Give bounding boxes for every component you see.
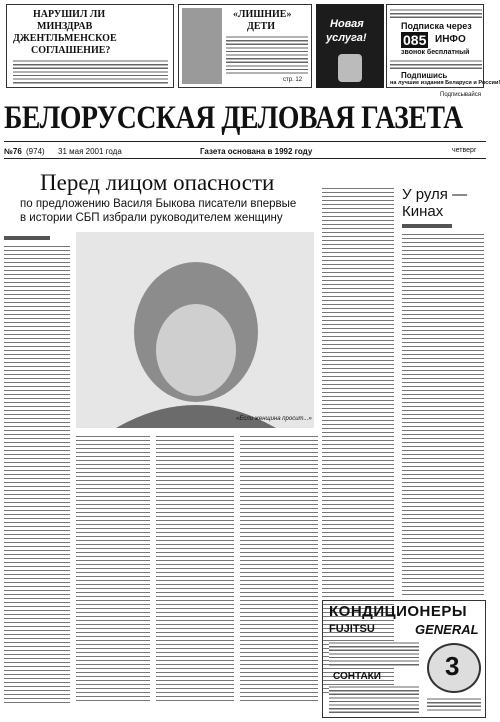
lead-column-2 (76, 434, 150, 704)
promo-sub-line2: звонок бесплатный (401, 49, 470, 56)
promo-sub-line3: Подпишись (401, 71, 448, 80)
promo-subscription[interactable] (386, 4, 500, 88)
promo-sub-mid-text (390, 59, 482, 69)
lead-column-3 (156, 434, 234, 704)
promo-mid-text (226, 35, 308, 75)
ad-conditioners[interactable] (322, 600, 486, 718)
side-headline-line2: Кинах (402, 203, 444, 220)
issue-number-total: (974) (26, 147, 45, 156)
promo-sub-line4: на лучшие издания Беларуси и России! (390, 80, 500, 86)
issue-date: 31 мая 2001 года (58, 147, 122, 156)
promo-mid-line1: «ЛИШНИЕ» (233, 9, 292, 20)
ad-badge-graphic (427, 643, 481, 693)
side-column-text (402, 232, 484, 596)
side-byline (402, 224, 452, 228)
woman-portrait-icon (76, 232, 314, 428)
photo-caption: «Если женщина просит...» (236, 416, 312, 422)
promo-mid-line2: ДЕТИ (247, 21, 275, 32)
promo-left-line2: МИНЗДРАВ (37, 21, 93, 32)
promo-left-line1: НАРУШИЛ ЛИ (33, 9, 106, 20)
lead-column-4 (240, 434, 318, 704)
promo-sub-info: ИНФО (435, 34, 466, 45)
promo-new-service[interactable] (316, 4, 384, 88)
lead-byline (4, 236, 50, 240)
promo-mid-page: стр. 12 (283, 77, 303, 83)
ad-brand-fujitsu: FUJITSU (329, 623, 375, 635)
ad-badge-text (427, 697, 481, 713)
ad-brand-general: GENERAL (415, 622, 479, 637)
ad-year-badge: 3 (445, 651, 460, 681)
promo-sub-number: 085 (403, 32, 427, 48)
promo-sub-top-text (390, 8, 482, 18)
masthead-rule (4, 141, 486, 142)
lead-photo (76, 232, 314, 428)
promo-left-text (13, 59, 168, 85)
lead-subhead-line1: по предложению Василя Быкова писатели впервые (20, 198, 297, 210)
promo-new-line1: Новая (330, 18, 364, 30)
ad-brand-contaki: СОНТАКИ (333, 671, 381, 682)
promo-left-line4: СОГЛАШЕНИЕ? (31, 45, 111, 56)
phone-icon (338, 54, 362, 82)
lead-column-1 (4, 244, 70, 704)
lead-headline: Перед лицом опасности (40, 170, 275, 195)
weekday: четверг (452, 147, 477, 154)
ad-cond-title: КОНДИЦИОНЕРЫ (329, 603, 468, 620)
promo-new-line2: услуга! (326, 32, 367, 44)
masthead-corner-label: Подписывайся (440, 92, 481, 98)
side-headline-line1: У руля — (402, 186, 468, 203)
promo-mid[interactable] (178, 4, 312, 88)
newspaper-title: БЕЛОРУССКАЯ ДЕЛОВАЯ ГАЗЕТА (4, 100, 463, 136)
ad-cond-text (329, 641, 419, 667)
founded-note: Газета основана в 1992 году (200, 147, 313, 156)
promo-left-line3: ДЖЕНТЛЬМЕНСКОЕ (13, 33, 117, 44)
masthead-rule-bottom (4, 158, 486, 159)
promo-mid-photo (182, 8, 222, 84)
promo-sub-line1: Подписка через (401, 21, 472, 31)
ad-cond-contacts (329, 685, 419, 713)
issue-number: №76 (4, 147, 22, 156)
promo-left[interactable] (6, 4, 174, 88)
lead-subhead-line2: в истории СБП избрали руководителем женщину (20, 212, 283, 224)
